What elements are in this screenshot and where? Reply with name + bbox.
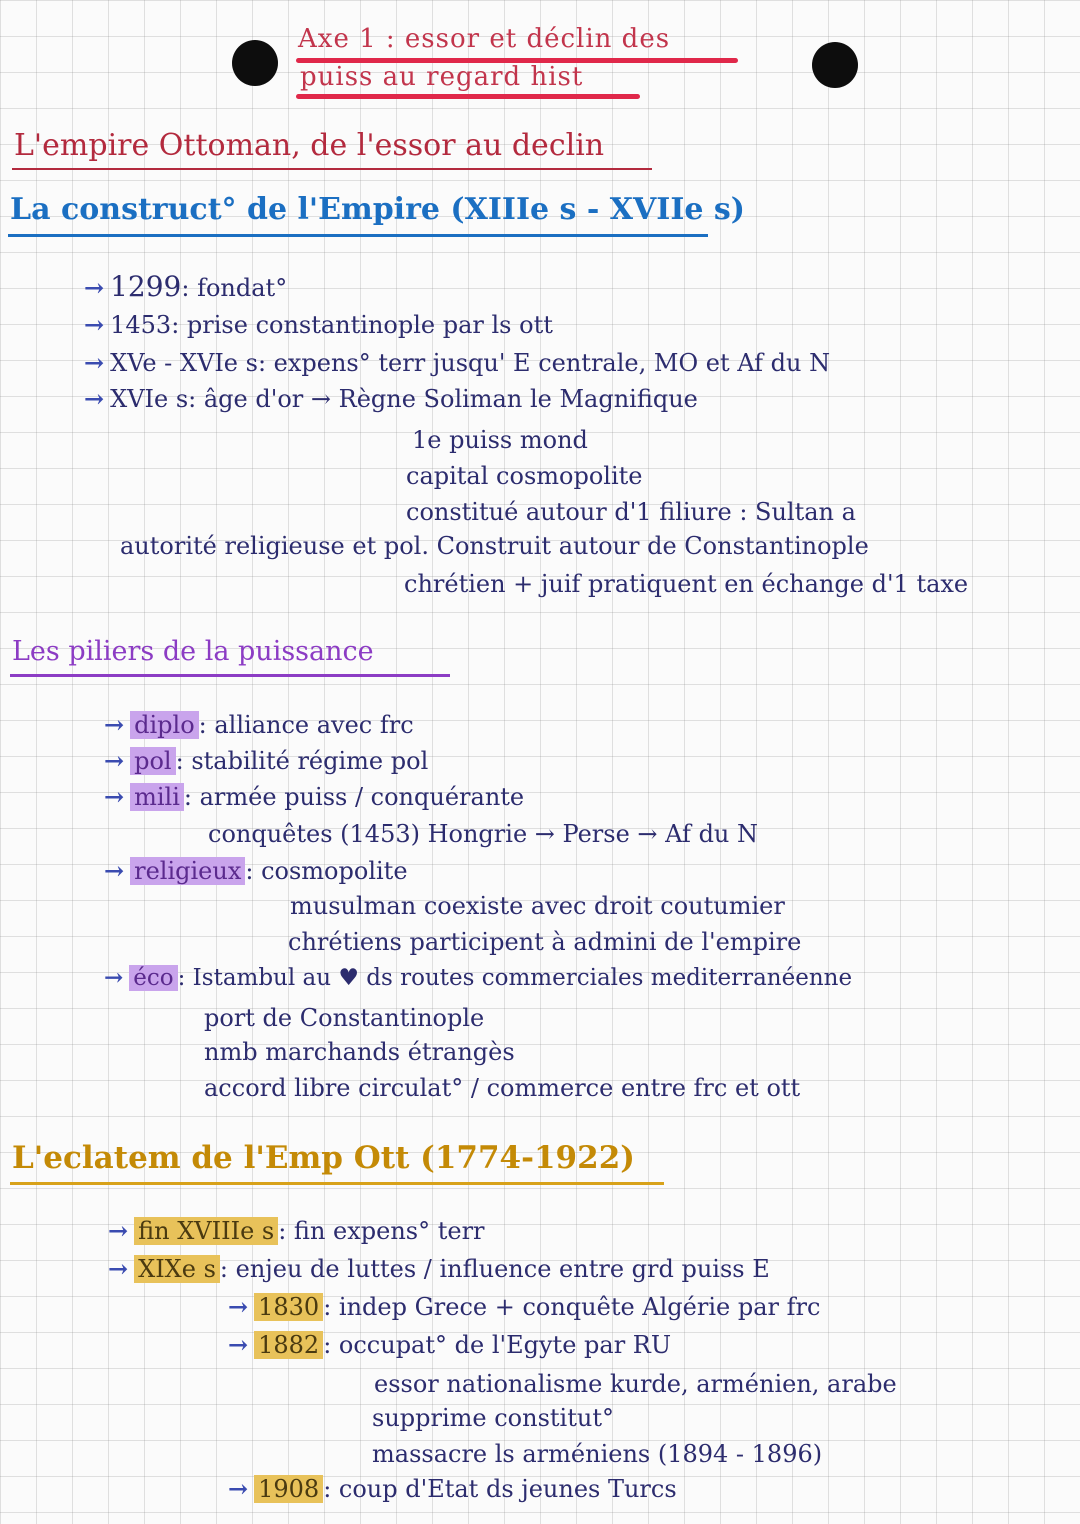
piliers-item: → mili : armée puiss / conquérante: [104, 782, 525, 811]
eclatement-detail: supprime constitut°: [372, 1404, 614, 1432]
eclatement-sub-item: → 1830 : indep Grece + conquête Algérie par frc: [228, 1292, 821, 1321]
arrow-icon: →: [104, 746, 125, 775]
piliers-detail: port de Constantinople: [204, 1004, 485, 1032]
heading-construction-underline: [8, 234, 708, 237]
arrow-icon: →: [84, 310, 105, 339]
chapter-underline: [12, 168, 652, 170]
chapter-title: L'empire Ottoman, de l'essor au declin: [14, 128, 605, 163]
piliers-item: → diplo : alliance avec frc: [104, 710, 414, 739]
arrow-icon: →: [228, 1474, 249, 1503]
arrow-icon: →: [108, 1254, 129, 1283]
construction-item: → 1453: prise constantinople par ls ott: [84, 310, 553, 339]
eclatement-sub-item: → 1908 : coup d'Etat ds jeunes Turcs: [228, 1474, 677, 1503]
heading-piliers: Les piliers de la puissance: [12, 636, 374, 667]
construction-detail: capital cosmopolite: [406, 462, 643, 490]
construction-detail: constitué autour d'1 filiure : Sultan a: [406, 498, 856, 526]
eclatement-sub-item: → 1882 : occupat° de l'Egyte par RU: [228, 1330, 672, 1359]
binder-hole-right: [812, 42, 858, 88]
construction-detail: 1e puiss mond: [412, 426, 588, 454]
heading-construction: La construct° de l'Empire (XIIIe s - XVIIe s): [10, 192, 745, 227]
piliers-detail: nmb marchands étrangès: [204, 1038, 515, 1066]
piliers-item: → éco : Istambul au ♥ ds routes commerciales mediterranéenne: [104, 964, 853, 991]
heading-eclatement: L'eclatem de l'Emp Ott (1774-1922): [12, 1140, 635, 1176]
arrow-icon: →: [84, 273, 105, 302]
construction-item: → 1299: fondat°: [84, 270, 288, 303]
title-line-1: Axe 1 : essor et déclin des: [298, 24, 671, 54]
construction-detail: chrétien + juif pratiquent en échange d'1 taxe: [404, 570, 969, 598]
eclatement-detail: essor nationalisme kurde, arménien, arabe: [374, 1370, 897, 1398]
title-line-2: puiss au regard hist: [300, 62, 584, 92]
piliers-item: → pol : stabilité régime pol: [104, 746, 429, 775]
piliers-item: → religieux : cosmopolite: [104, 856, 408, 885]
heading-piliers-underline: [10, 674, 450, 677]
construction-detail: autorité religieuse et pol. Construit autour de Constantinople: [120, 532, 869, 560]
piliers-detail: musulman coexiste avec droit coutumier: [290, 892, 785, 920]
arrow-icon: →: [228, 1292, 249, 1321]
arrow-icon: →: [104, 964, 124, 991]
piliers-detail: conquêtes (1453) Hongrie → Perse → Af du N: [208, 820, 759, 848]
title-underline-2: [296, 94, 640, 99]
eclatement-item: → fin XVIIIe s : fin expens° terr: [108, 1216, 485, 1245]
piliers-detail: accord libre circulat° / commerce entre frc et ott: [204, 1074, 801, 1102]
construction-item: → XVe - XVIe s: expens° terr jusqu' E centrale, MO et Af du N: [84, 348, 831, 377]
arrow-icon: →: [108, 1216, 129, 1245]
arrow-icon: →: [228, 1330, 249, 1359]
arrow-icon: →: [104, 782, 125, 811]
arrow-icon: →: [84, 348, 105, 377]
heading-eclatement-underline: [10, 1182, 664, 1185]
arrow-icon: →: [84, 384, 105, 413]
arrow-icon: →: [104, 856, 125, 885]
eclatement-detail: massacre ls arméniens (1894 - 1896): [372, 1440, 823, 1468]
eclatement-item: → XIXe s : enjeu de luttes / influence entre grd puiss E: [108, 1254, 770, 1283]
piliers-detail: chrétiens participent à admini de l'empire: [288, 928, 802, 956]
binder-hole-left: [232, 40, 278, 86]
arrow-icon: →: [104, 710, 125, 739]
construction-item: → XVIe s: âge d'or → Règne Soliman le Magnifique: [84, 384, 698, 413]
